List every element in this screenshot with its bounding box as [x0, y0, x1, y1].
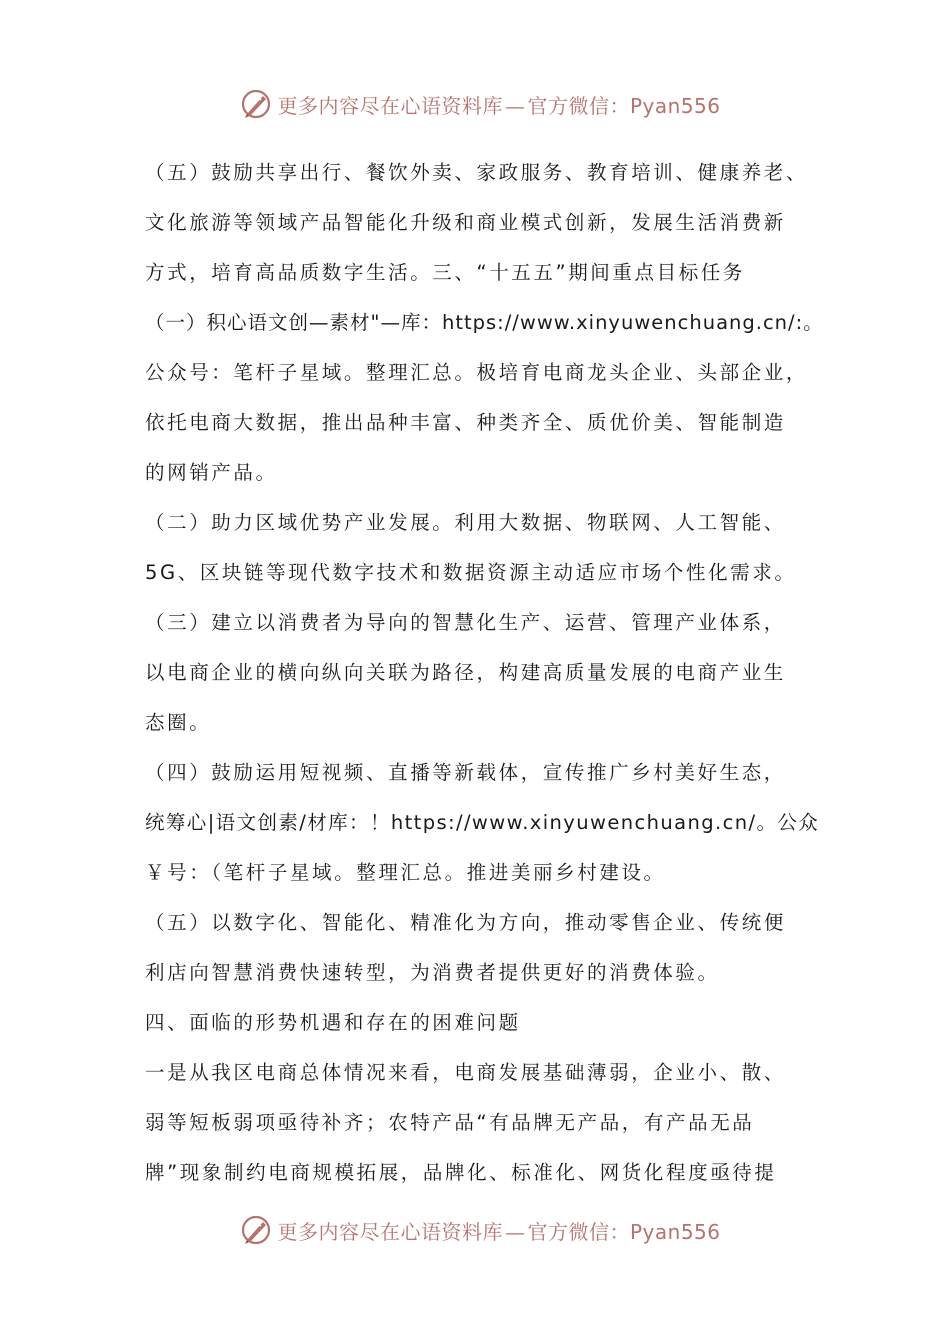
- body-line: （三）建立以消费者为导向的智慧化生产、运营、管理产业体系，: [145, 611, 786, 634]
- footer-banner-content: [239, 1213, 720, 1247]
- body-line: 依托电商大数据，推出品种丰富、种类齐全、质优价美、智能制造: [145, 411, 786, 434]
- body-line: （二）助力区域优势产业发展。利用大数据、物联网、人工智能、: [145, 511, 786, 534]
- footer-banner-title: 更多内容尽在心语资料库: [277, 1219, 503, 1244]
- footer-banner: [0, 1210, 950, 1250]
- footer-wechat-id: Pyan556: [629, 1219, 721, 1244]
- header-banner-separator: —: [504, 93, 526, 118]
- body-line: 文化旅游等领域产品智能化升级和商业模式创新，发展生活消费新: [145, 211, 786, 234]
- body-line: 牌”现象制约电商规模拓展，品牌化、标准化、网货化程度亟待提: [145, 1161, 777, 1184]
- body-line: 统筹心|语文创素/材库：！https://www.xinyuwenchuang.cn/。公众: [145, 811, 820, 834]
- body-line: （五）以数字化、智能化、精准化为方向，推动零售企业、传统便: [145, 911, 786, 934]
- body-line: 5G、区块链等现代数字技术和数据资源主动适应市场个性化需求。: [145, 561, 797, 584]
- footer-banner-separator: —: [504, 1219, 526, 1244]
- body-line: 利店向智慧消费快速转型，为消费者提供更好的消费体验。: [145, 961, 720, 984]
- header-banner: [0, 84, 950, 124]
- header-banner-content: [239, 87, 720, 121]
- body-line: 方式，培育高品质数字生活。三、“十五五”期间重点目标任务: [145, 261, 746, 284]
- body-line: （五）鼓励共享出行、餐饮外卖、家政服务、教育培训、健康养老、: [145, 161, 809, 184]
- body-line: （四）鼓励运用短视频、直播等新载体，宣传推广乡村美好生态，: [145, 761, 786, 784]
- body-line: 四、面临的形势机遇和存在的困难问题: [145, 1011, 521, 1034]
- body-line: 一是从我区电商总体情况来看，电商发展基础薄弱，企业小、散、: [145, 1061, 786, 1084]
- body-line: 以电商企业的横向纵向关联为路径，构建高质量发展的电商产业生: [145, 661, 786, 684]
- pen-logo-icon: [239, 87, 273, 121]
- header-banner-title: 更多内容尽在心语资料库: [277, 93, 503, 118]
- body-line: 态圈。: [145, 711, 212, 734]
- pen-logo-icon: [239, 1213, 273, 1247]
- footer-wechat-label: 官方微信：: [527, 1219, 630, 1244]
- header-wechat-label: 官方微信：: [527, 93, 630, 118]
- footer-banner-text: [277, 1216, 720, 1245]
- header-banner-text: [277, 90, 720, 119]
- document-body: [145, 148, 825, 1198]
- body-line: ￥号：（笔杆子星域。整理汇总。推进美丽乡村建设。: [145, 861, 666, 884]
- header-wechat-id: Pyan556: [629, 93, 721, 118]
- body-line: 弱等短板弱项亟待补齐；农特产品“有品牌无产品，有产品无品: [145, 1111, 755, 1134]
- body-line: 公众号：笔杆子星域。整理汇总。极培育电商龙头企业、头部企业，: [145, 361, 809, 384]
- body-line: （一）积心语文创—素材"—库：https://www.xinyuwenchuang.cn/:。: [145, 311, 824, 334]
- body-line: 的网销产品。: [145, 461, 278, 484]
